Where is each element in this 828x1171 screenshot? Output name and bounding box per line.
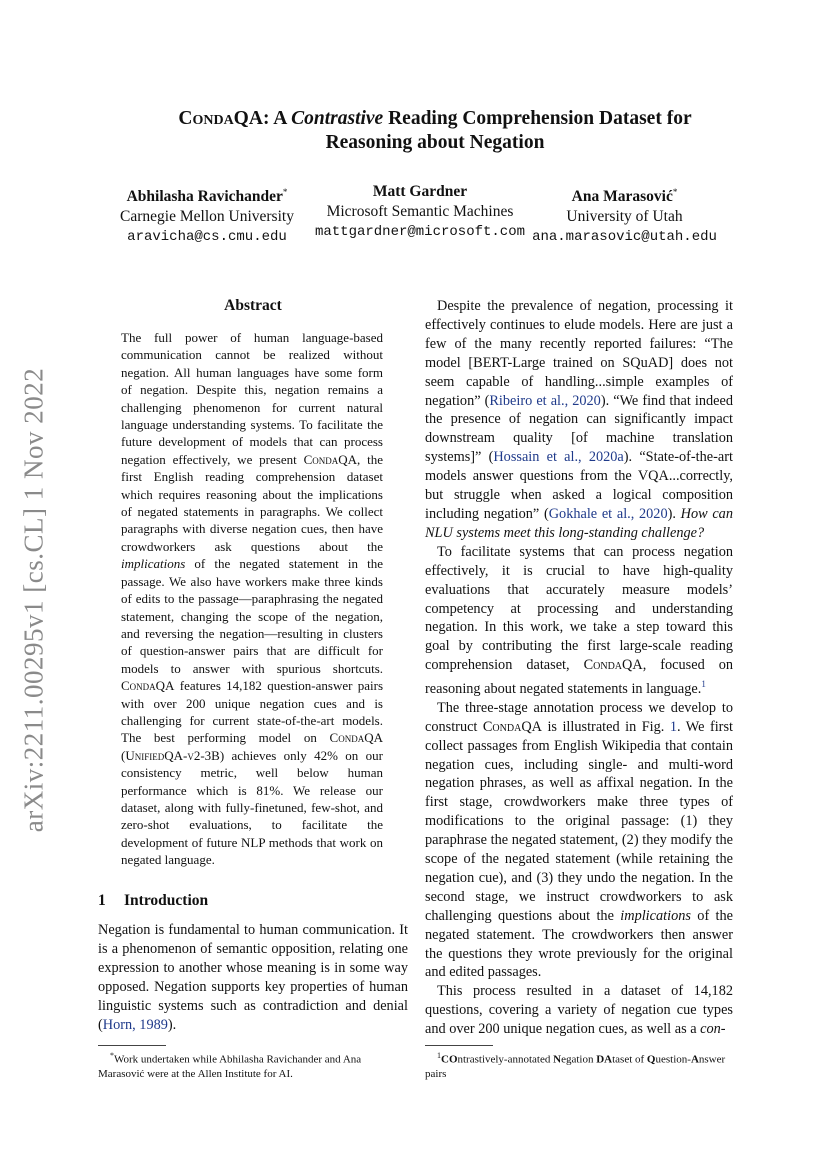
body-text: , focused on reasoning about negated statements in language.	[425, 657, 734, 697]
author-mark: *	[672, 187, 678, 197]
footnote-bold: CO	[441, 1053, 458, 1066]
body-emphasis: How can NLU systems meet this long-standing challenge?	[425, 505, 733, 541]
title-text: : A	[262, 108, 292, 129]
footnote-left	[98, 1049, 408, 1081]
title-text-rest: Reading Comprehension Dataset for	[383, 108, 692, 129]
abstract-body	[121, 329, 383, 869]
paper-title	[95, 107, 775, 155]
body-emphasis: implications	[620, 907, 691, 924]
abstract-heading: Abstract	[224, 297, 282, 314]
model-name: UnifiedQA-v2-3B	[125, 747, 220, 763]
footnote-text: taset of	[612, 1053, 647, 1066]
author-3	[532, 182, 717, 247]
footnote-bold: N	[553, 1053, 562, 1066]
author-affiliation: Carnegie Mellon University	[120, 208, 294, 226]
right-paragraph-4	[425, 982, 733, 1039]
body-text: This process resulted in a dataset of 14,182 questions, covering a variety of negation cue types and over 200 unique negation cues, as well as a	[425, 983, 733, 1038]
intro-text-part: ).	[167, 1016, 177, 1033]
section-heading-introduction	[98, 892, 208, 910]
dataset-name: CondaQA	[303, 451, 358, 467]
arxiv-identifier	[14, 360, 54, 840]
body-text: The three-stage annotation process we develop to construct	[425, 699, 733, 735]
right-paragraph-2	[425, 543, 733, 699]
body-text: Despite the prevalence of negation, processing it effectively continues to elude models. Here are just a few of the many recently reported failures: “The model [BERT-Large trained on SQuAD] does not seem capable of handling...simple examples of negation” (	[425, 298, 733, 409]
author-name: Ana Marasović	[571, 188, 673, 206]
footnote-text: egation	[561, 1053, 597, 1066]
title-dataset-name: CondaQA	[178, 108, 263, 129]
right-paragraph-1	[425, 297, 733, 543]
dataset-name: CondaQA	[329, 730, 383, 746]
author-name: Abhilasha Ravichander	[126, 188, 283, 206]
abstract-emphasis: implications	[121, 556, 186, 572]
intro-text-part: Negation is fundamental to human communication. It is a phenomenon of semantic opposition, relating one expression to another whose meaning is in some way opposed. Negation supports key properties of human linguistic systems such as contradiction and denial (	[98, 922, 408, 1033]
citation-link[interactable]: Hossain et al., 2020a	[493, 449, 624, 466]
section-number: 1	[98, 892, 106, 909]
intro-text	[98, 921, 408, 1034]
abstract-text: (	[121, 747, 126, 763]
right-column	[425, 297, 733, 1039]
title-line-2: Reasoning about Negation	[325, 132, 545, 153]
abstract-text: , the first English reading comprehension dataset which requires reasoning about the implications of negated statements in paragraphs. We collect paragraphs with diverse negation cues, then have crowdworkers ask questions about the	[121, 451, 383, 554]
footnote-bold: Q	[646, 1053, 656, 1066]
author-affiliation: Microsoft Semantic Machines	[326, 203, 514, 220]
footnote-text: ntrastively-annotated	[457, 1053, 554, 1066]
author-mark: *	[282, 187, 288, 197]
author-email: aravicha@cs.cmu.edu	[127, 229, 287, 246]
dataset-name: CondaQA	[583, 657, 643, 674]
footnote-rule-right	[425, 1045, 493, 1046]
author-2	[313, 182, 527, 242]
footnote-rule-left	[98, 1045, 166, 1046]
author-email: ana.marasovic@utah.edu	[532, 229, 717, 246]
abstract-text: ) achieves only 42% on our consistency metric, well below human performance which is 81%. We release our dataset, along with fully-finetuned, few-shot, and zero-shot evaluations, to facilitate the development of future NLP methods that work on negated language.	[121, 747, 383, 868]
author-email: mattgardner@microsoft.com	[314, 224, 526, 240]
dataset-name: CondaQA	[482, 718, 542, 735]
dataset-name: CondaQA	[121, 678, 175, 694]
body-text: To facilitate systems that can process negation effectively, it is crucial to have high-quality evaluations that accurately measure models’ competency at processing and understanding negation. In this work, we take a step toward this goal by contributing the first large-scale reading comprehension dataset,	[425, 543, 733, 674]
figure-link[interactable]: 1	[669, 718, 677, 735]
footnote-bold: DA	[596, 1053, 613, 1066]
body-emphasis: con-	[700, 1021, 726, 1038]
body-text: of the negated statement. The crowdworkers then answer the questions they wrote previously for the original and edited passages.	[425, 907, 734, 981]
footnote-text: nswer pairs	[425, 1053, 726, 1080]
abstract-text: The full power of human language-based communication cannot be realized without negation. All human languages have some form of negation. Despite this, negation remains a challenging phenomenon for current natural language understanding systems. To facilitate the future development of models that can process negation effectively, we present	[121, 330, 383, 467]
body-text: is illustrated in Fig.	[541, 718, 670, 735]
body-text: ). “We find that indeed the presence of negation can significantly impact downstream quality [of machine translation systems]” (	[425, 392, 733, 466]
abstract-text: features 14,182 question-answer pairs with over 200 unique negation cues and is challenging for current state-of-the-art models. The best performing model on	[121, 678, 383, 746]
citation-link[interactable]: Gokhale et al., 2020	[548, 505, 668, 522]
author-name: Matt Gardner	[372, 183, 468, 200]
footnote-bold: A	[690, 1053, 699, 1066]
footnote-right	[425, 1049, 733, 1081]
right-paragraph-3	[425, 699, 733, 983]
abstract-text: of the negated statement in the passage. We also have workers make three kinds of edits to the passage—paraphrasing the negated statement, changing the scope of the negation, and reversing the negation—resulting in clusters of question-answer pairs that are difficult for models to answer with spurious shortcuts.	[121, 556, 383, 676]
footnote-mark: *	[110, 1051, 114, 1060]
title-emphasis: Contrastive	[291, 108, 384, 129]
footnote-mark: 1	[437, 1051, 441, 1060]
author-affiliation: University of Utah	[566, 208, 683, 226]
footnote-text: uestion-	[655, 1053, 691, 1066]
body-text: . We first collect passages from English Wikipedia that contain negation cues, including single- and multi-word negation phrases, as well as affixal negation. In the first stage, crowdworkers make three types of modifications to the original passage: (1) they paraphrase the negated statement, (2) they modify the scope of the negated statement (while retaining the negation cue), and (3) they undo the negation. In the second stage, we instruct crowdworkers to ask challenging questions about the	[425, 718, 733, 924]
section-title: Introduction	[124, 892, 209, 909]
intro-paragraph	[98, 921, 408, 1034]
footnote-link[interactable]: 1	[701, 679, 706, 690]
citation-link[interactable]: Horn, 1989	[102, 1016, 168, 1033]
arxiv-identifier-text: arXiv:2211.00295v1 [cs.CL] 1 Nov 2022	[18, 367, 49, 833]
body-text: ). “State-of-the-art models answer questions from the VQA...correctly, but struggle when asked a logical composition including negation” (	[425, 449, 733, 522]
author-1	[100, 182, 314, 247]
citation-link[interactable]: Ribeiro et al., 2020	[489, 392, 601, 409]
body-text: ).	[667, 505, 681, 522]
footnote-text: Work undertaken while Abhilasha Ravichander and Ana Marasović were at the Allen Institute for AI.	[98, 1053, 362, 1080]
